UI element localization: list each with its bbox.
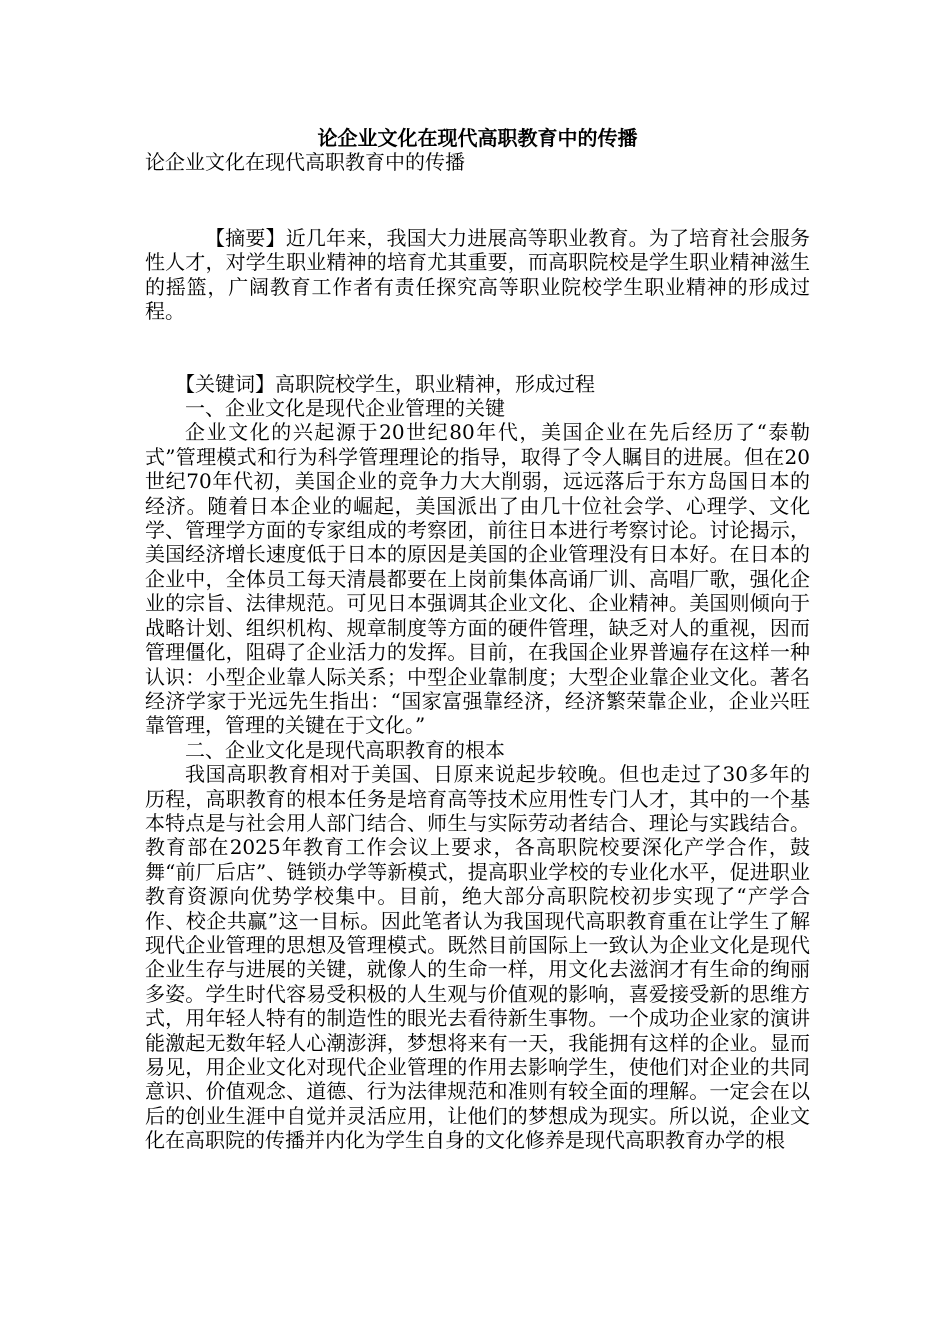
section-1-body: 企业文化的兴起源于20世纪80年代，美国企业在先后经历了“泰勒式”管理模式和行为科学管理理论的指导，取得了令人瞩目的进展。但在20世纪70年代初，美国企业的竞争力大大削弱，远远落后于东方岛国日本的经济。随着日本企业的崛起，美国派出了由几十位社会学、心理学、文化学、管理学方面的专家组成的考察团，前往日本进行考察讨论。讨论揭示，美国经济增长速度低于日本的原因是美国的企业管理没有日本好。在日本的企业中，全体员工每天清晨都要在上岗前集体高诵厂训、高唱厂歌，强化企业的宗旨、法律规范。可见日本强调其企业文化、企业精神。美国则倾向于战略计划、组织机构、规章制度等方面的硬件管理，缺乏对人的重视，因而管理僵化，阻碍了企业活力的发挥。目前，在我国企业界普遍存在这样一种认识：小型企业靠人际关系；中型企业靠制度；大型企业靠企业文化。著名经济学家于光远先生指出：“国家富强靠经济，经济繁荣靠企业，企业兴旺靠管理，管理的关键在于文化。”: [145, 420, 810, 738]
document-page: [145, 126, 810, 1153]
section-1-heading: 一、企业文化是现代企业管理的关键: [185, 396, 505, 421]
document-subtitle: 论企业文化在现代高职教育中的传播: [145, 150, 465, 174]
abstract-paragraph: 【摘要】近几年来，我国大力进展高等职业教育。为了培育社会服务性人才，对学生职业精神的培育尤其重要，而高职院校是学生职业精神滋生的摇篮，广阔教育工作者有责任探究高等职业院校学生职业精神的形成过程。: [145, 226, 810, 324]
document-title: 论企业文化在现代高职教育中的传播: [317, 126, 638, 150]
section-2-heading: 二、企业文化是现代高职教育的根本: [185, 737, 505, 762]
section-2-body: 我国高职教育相对于美国、日原来说起步较晚。但也走过了30多年的历程，高职教育的根本任务是培育高等技术应用性专门人才，其中的一个基本特点是与社会用人部门结合、师生与实际劳动者结合、理论与实践结合。教育部在2025年教育工作会议上要求，各高职院校要深化产学合作，鼓舞“前厂后店”、链锁办学等新模式，提高职业学校的专业化水平，促进职业教育资源向优势学校集中。目前，绝大部分高职院校初步实现了“产学合作、校企共赢”这一目标。因此笔者认为我国现代高职教育重在让学生了解现代企业管理的思想及管理模式。既然目前国际上一致认为企业文化是现代企业生存与进展的关键，就像人的生命一样，用文化去滋润才有生命的绚丽多姿。学生时代容易受积极的人生观与价值观的影响，喜爱接受新的思维方式，用年轻人特有的制造性的眼光去看待新生事物。一个成功企业家的演讲能激起无数年轻人心潮澎湃，梦想将来有一天，我能拥有这样的企业。显而易见，用企业文化对现代企业管理的作用去影响学生，使他们对企业的共同意识、价值观念、道德、行为法律规范和准则有较全面的理解。一定会在以后的创业生涯中自觉并灵活应用，让他们的梦想成为现实。所以说，企业文化在高职院的传播并内化为学生自身的文化修养是现代高职教育办学的根: [145, 762, 810, 1153]
keywords-paragraph: 【关键词】高职院校学生，职业精神，形成过程: [175, 371, 595, 396]
